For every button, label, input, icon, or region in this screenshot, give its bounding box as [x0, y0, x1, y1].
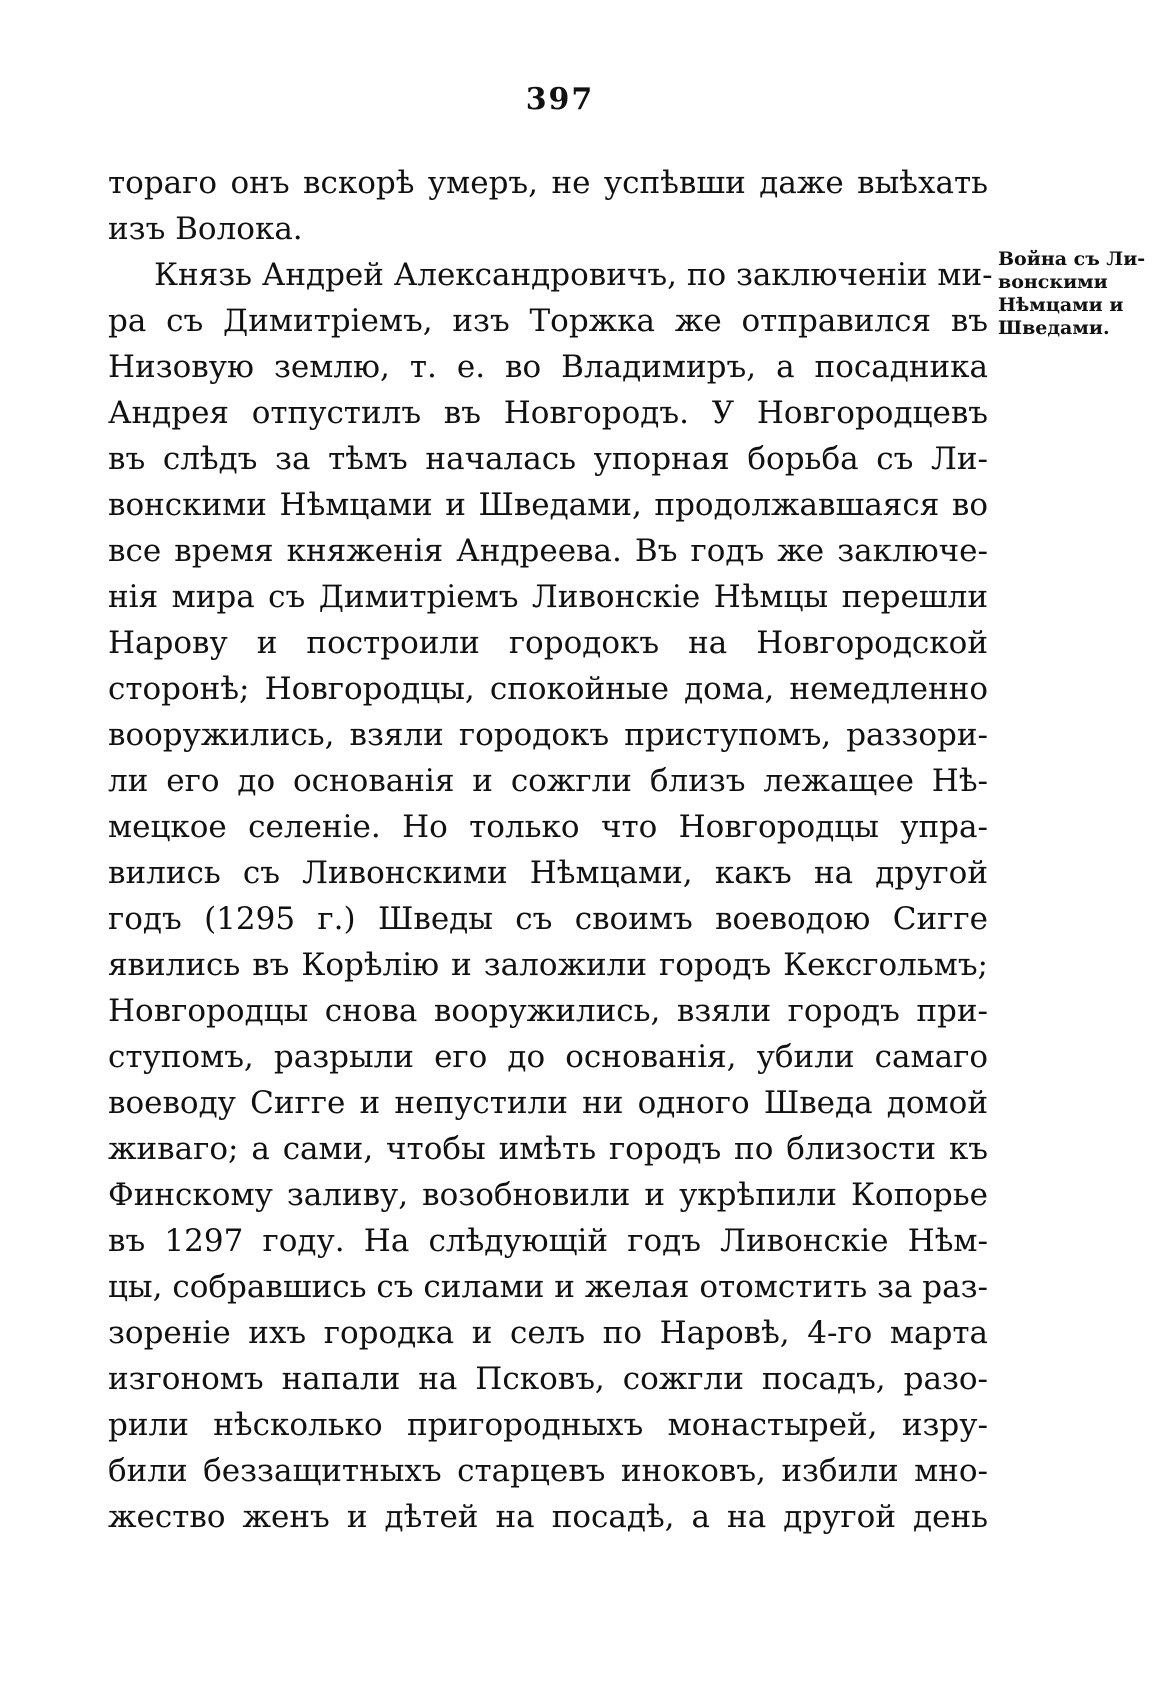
text-line: живаго; а сами, чтобы имѣть городъ по близости къ: [108, 1131, 988, 1167]
text-line: жество женъ и дѣтей на посадѣ, а на другой день: [108, 1499, 988, 1535]
text-line: цы, собравшись съ силами и желая отомстить за раз-: [108, 1269, 988, 1305]
margin-note-line: вонскими: [998, 271, 1108, 293]
text-line: рили нѣсколько пригородныхъ монастырей, изру-: [108, 1407, 988, 1443]
text-line: ли его до основанія и сожгли близъ лежащее Нѣ-: [108, 763, 988, 799]
text-line: мецкое селеніе. Но только что Новгородцы упра-: [108, 809, 988, 845]
text-line: ступомъ, разрыли его до основанія, убили самаго: [108, 1039, 988, 1075]
text-line: все время княженія Андреева. Въ годъ же заключе-: [108, 533, 988, 569]
text-line: вились съ Ливонскими Нѣмцами, какъ на другой: [108, 855, 988, 891]
text-line: вооружились, взяли городокъ приступомъ, раззори-: [108, 717, 988, 753]
text-line: Новгородцы снова вооружились, взяли городъ при-: [108, 993, 988, 1029]
text-line: въ 1297 году. На слѣдующій годъ Ливонскіе Нѣм-: [108, 1223, 988, 1259]
margin-note-line: Нѣмцами и: [998, 294, 1124, 316]
text-line: изъ Волока.: [108, 211, 303, 247]
margin-note-line: Война съ Ли-: [998, 248, 1146, 270]
text-line: нія мира съ Димитріемъ Ливонскіе Нѣмцы перешли: [108, 579, 988, 615]
text-line: ра съ Димитріемъ, изъ Торжка же отправился въ: [108, 303, 988, 339]
text-line: тораго онъ вскорѣ умеръ, не успѣвши даже выѣхать: [108, 165, 988, 201]
text-line: Низовую землю, т. е. во Владимиръ, а посадника: [108, 349, 988, 385]
text-line: въ слѣдъ за тѣмъ началась упорная борьба съ Ли-: [108, 441, 988, 477]
text-line: Нарову и построили городокъ на Новгородской: [108, 625, 988, 661]
text-line: годъ (1295 г.) Шведы съ своимъ воеводою Сигге: [108, 901, 988, 937]
text-line: вонскими Нѣмцами и Шведами, продолжавшаяся во: [108, 487, 988, 523]
text-line: изгономъ напали на Псковъ, сожгли посадъ, разо-: [108, 1361, 988, 1397]
text-line: явились въ Корѣлію и заложили городъ Кексгольмъ;: [108, 947, 988, 983]
text-line: Финскому заливу, возобновили и укрѣпили Копорье: [108, 1177, 988, 1213]
text-line: Князь Андрей Александровичъ, по заключеніи ми-: [154, 257, 993, 293]
text-line: воеводу Сигге и непустили ни одного Шведа домой: [108, 1085, 988, 1121]
margin-note-line: Шведами.: [998, 317, 1110, 339]
body-text: [108, 160, 993, 1540]
text-line: били беззащитныхъ старцевъ иноковъ, избили мно-: [108, 1453, 988, 1489]
text-line: Андрея отпустилъ въ Новгородъ. У Новгородцевъ: [108, 395, 988, 431]
text-line: зореніе ихъ городка и селъ по Наровѣ, 4-го марта: [108, 1315, 988, 1351]
page-number: 397: [525, 82, 595, 117]
margin-note: [998, 248, 1148, 340]
text-line: сторонѣ; Новгородцы, спокойные дома, немедленно: [108, 671, 988, 707]
